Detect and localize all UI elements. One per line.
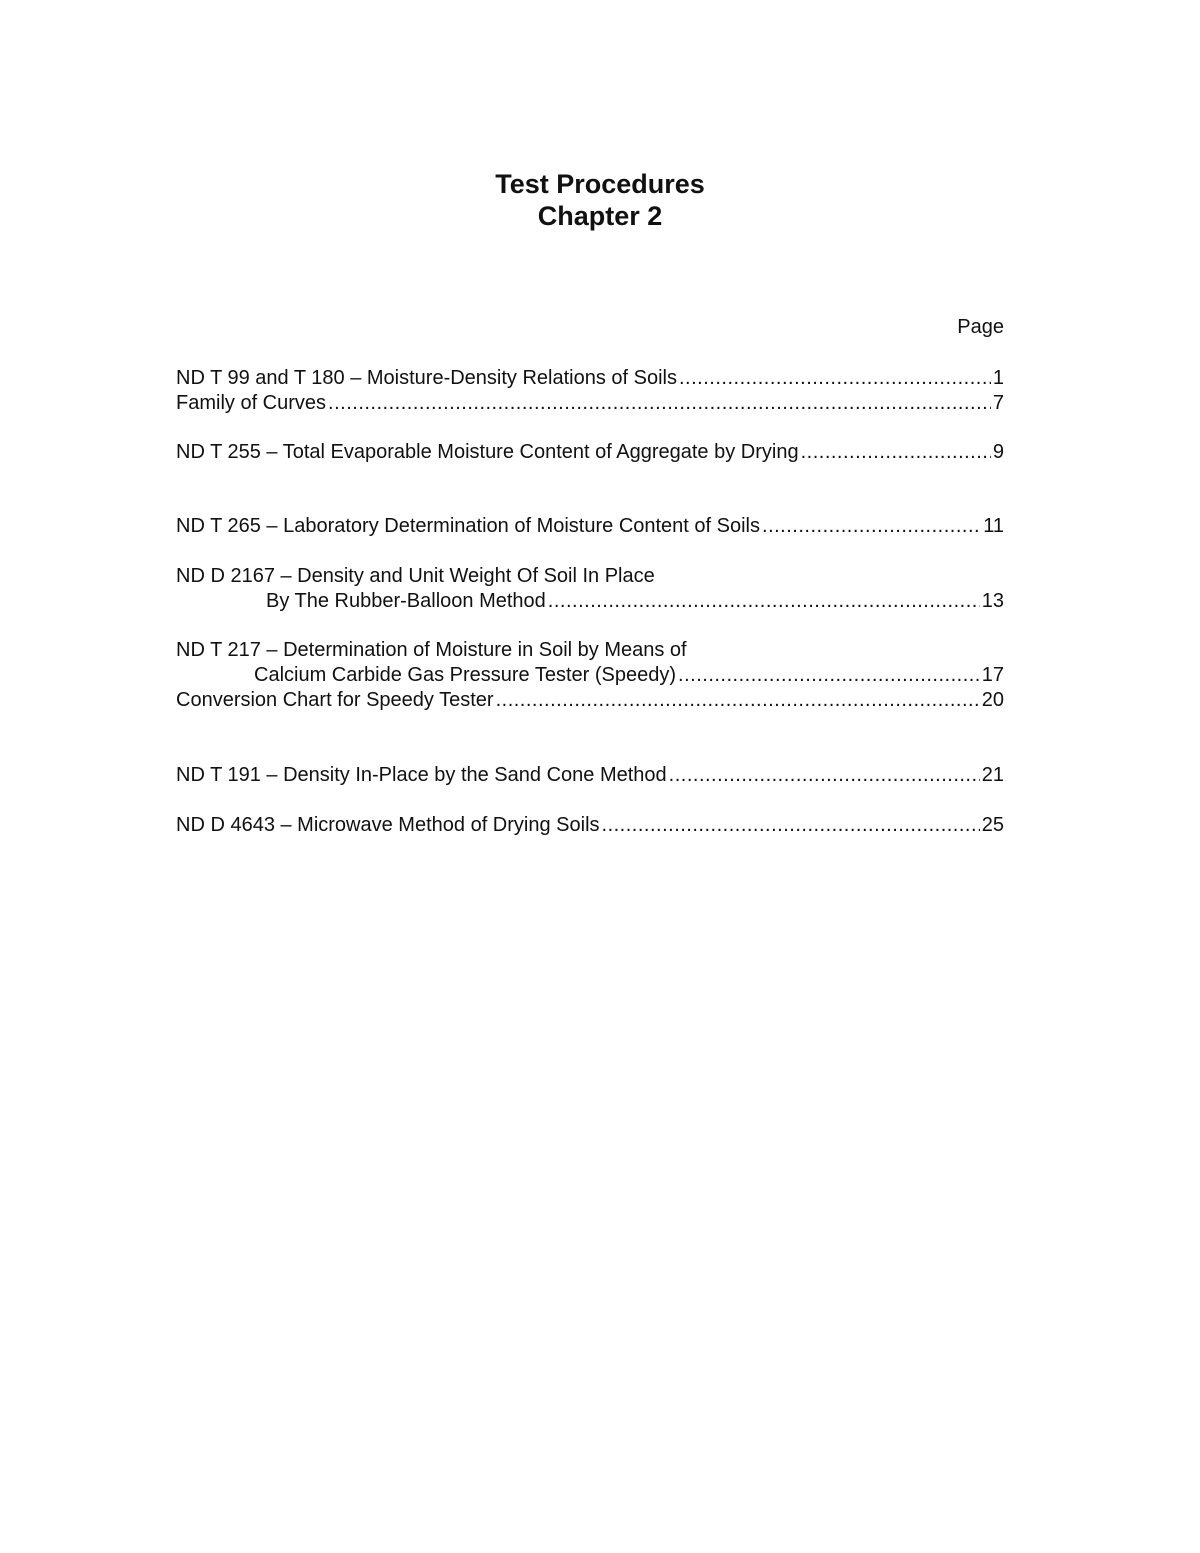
toc-entry-label: ND T 217 – Determination of Moisture in Soil by Means of (176, 639, 687, 661)
toc-entry (176, 637, 1004, 663)
toc-entry (176, 812, 1004, 838)
toc-leader-dots (801, 439, 991, 465)
toc-entry-page: 9 (992, 441, 1004, 463)
toc-entry-label: ND D 2167 – Density and Unit Weight Of Soil In Place (176, 565, 655, 587)
toc-entry-page: 7 (992, 392, 1004, 414)
page-column-header: Page (957, 316, 1004, 338)
toc-entry-page: 20 (981, 689, 1004, 711)
toc-entry (254, 662, 1004, 688)
toc-entry-label: ND T 191 – Density In-Place by the Sand Cone Method (176, 764, 667, 786)
toc-entry (176, 365, 1004, 391)
toc-entry-page: 25 (981, 814, 1004, 836)
toc-entry-page: 11 (983, 515, 1004, 537)
toc-entry (176, 762, 1004, 788)
toc-entry (176, 439, 1004, 465)
toc-entry-page: 1 (992, 367, 1004, 389)
toc-entry-page: 17 (981, 664, 1004, 686)
toc-entry-label: Family of Curves (176, 392, 327, 414)
toc-entry (266, 588, 1004, 614)
toc-entry-label: By The Rubber-Balloon Method (266, 590, 546, 612)
toc-leader-dots (669, 762, 980, 788)
toc-leader-dots (762, 513, 981, 539)
toc-entry-label: ND T 265 – Laboratory Determination of Moisture Content of Soils (176, 515, 761, 537)
toc-leader-dots (548, 588, 980, 614)
toc-entry-label: Calcium Carbide Gas Pressure Tester (Speedy) (254, 664, 677, 686)
toc-leader-dots (496, 687, 980, 713)
toc-leader-dots (328, 390, 991, 416)
toc-entry-label: ND D 4643 – Microwave Method of Drying Soils (176, 814, 600, 836)
title-line-2: Chapter 2 (537, 201, 663, 231)
page-title (0, 168, 1200, 232)
toc-leader-dots (678, 662, 980, 688)
toc-entry (176, 563, 1004, 589)
toc-entry-label: ND T 99 and T 180 – Moisture-Density Relations of Soils (176, 367, 677, 389)
toc-entry (176, 513, 1004, 539)
toc-entry (176, 687, 1004, 713)
toc-leader-dots (602, 812, 980, 838)
toc-entry (176, 390, 1004, 416)
toc-leader-dots (679, 365, 991, 391)
toc-entry-label: ND T 255 – Total Evaporable Moisture Content of Aggregate by Drying (176, 441, 799, 463)
toc-entry-label: Conversion Chart for Speedy Tester (176, 689, 494, 711)
toc-entry-page: 21 (981, 764, 1004, 786)
title-line-1: Test Procedures (495, 169, 705, 199)
toc-entry-page: 13 (981, 590, 1004, 612)
